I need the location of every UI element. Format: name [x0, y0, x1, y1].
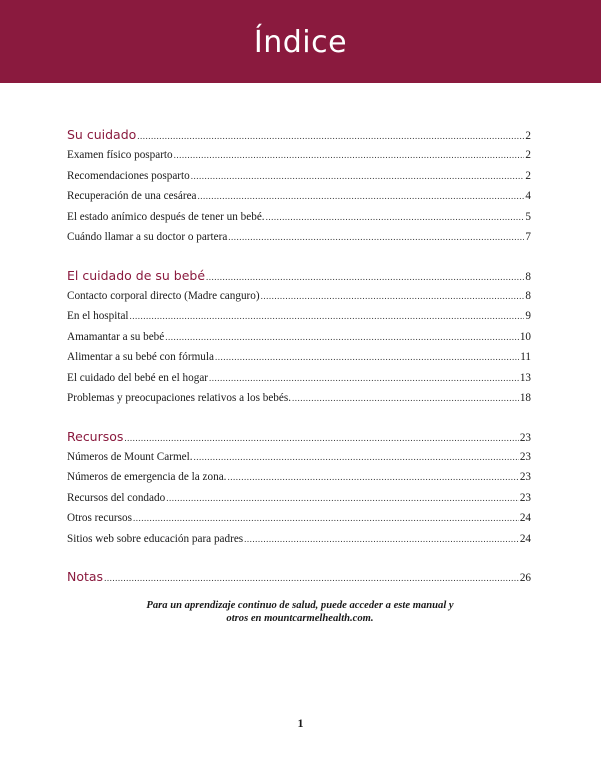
dot-leader: [292, 393, 519, 403]
page-ref: 2: [525, 149, 531, 161]
dot-leader: [104, 573, 519, 583]
toc-entry[interactable]: [67, 231, 531, 252]
entry-label: En el hospital: [67, 310, 129, 322]
dot-leader: [165, 332, 519, 342]
entry-label: Recuperación de una cesárea: [67, 190, 197, 202]
toc-entry[interactable]: [67, 372, 531, 393]
dot-leader: [228, 232, 524, 242]
page-ref: 24: [519, 532, 531, 545]
dot-leader: [133, 513, 519, 523]
entry-label: Recomendaciones posparto: [67, 169, 190, 182]
toc-section-heading[interactable]: [67, 127, 531, 149]
toc-entry[interactable]: [67, 471, 531, 492]
page-ref: 11: [520, 351, 531, 363]
dot-leader: [137, 131, 524, 141]
entry-label: El estado anímico después de tener un bebé.: [67, 210, 265, 223]
toc-section-notas: [67, 569, 531, 591]
toc-entry[interactable]: [67, 331, 531, 352]
section-title: Recursos: [67, 428, 124, 444]
entry-label: El cuidado del bebé en el hogar: [67, 371, 209, 384]
toc-entry[interactable]: [67, 190, 531, 211]
entry-label: Amamantar a su bebé: [67, 330, 165, 343]
toc-entry[interactable]: [67, 290, 531, 311]
entry-label: Recursos del condado: [67, 491, 166, 504]
entry-label: Cuándo llamar a su doctor o partera: [67, 231, 228, 243]
dot-leader: [191, 171, 525, 181]
dot-leader: [266, 212, 525, 222]
entry-label: Alimentar a su bebé con fórmula: [67, 351, 214, 363]
page-ref: 26: [519, 572, 531, 584]
dot-leader: [209, 373, 519, 383]
dot-leader: [215, 352, 519, 362]
dot-leader: [194, 452, 519, 462]
dot-leader: [130, 311, 525, 321]
section-title: Su cuidado: [67, 127, 137, 142]
page-title: Índice: [253, 25, 348, 60]
entry-label: Sitios web sobre educación para padres: [67, 532, 244, 545]
toc-entry[interactable]: [67, 149, 531, 170]
toc-entry[interactable]: [67, 512, 531, 533]
toc-section-heading[interactable]: [67, 268, 531, 290]
toc-entry[interactable]: [67, 351, 531, 372]
page-ref: 23: [519, 450, 531, 463]
page-ref: 10: [519, 330, 531, 343]
toc-section-heading[interactable]: [67, 569, 531, 591]
entry-label: Otros recursos: [67, 512, 132, 524]
dot-leader: [261, 291, 525, 301]
footer-note-line: otros en mountcarmelhealth.com.: [226, 613, 374, 624]
section-title: El cuidado de su bebé: [67, 267, 206, 283]
title-banner: [0, 0, 601, 83]
entry-label: Números de Mount Carmel.: [67, 450, 193, 463]
page-ref: 2: [525, 169, 531, 182]
toc-entry[interactable]: [67, 211, 531, 232]
page-ref: 2: [525, 130, 531, 142]
section-title: Notas: [67, 569, 104, 584]
entry-label: Examen físico posparto: [67, 149, 173, 161]
toc-section-su-cuidado: [67, 127, 531, 252]
page-ref: 13: [519, 371, 531, 384]
page-ref: 4: [525, 190, 531, 202]
dot-leader: [244, 534, 519, 544]
page-ref: 5: [525, 210, 531, 223]
toc-section-heading[interactable]: [67, 429, 531, 451]
dot-leader: [227, 472, 518, 482]
page-ref: 23: [519, 491, 531, 504]
page-ref: 18: [519, 392, 531, 404]
page-ref: 8: [525, 270, 531, 283]
dot-leader: [206, 272, 524, 282]
dot-leader: [174, 150, 525, 160]
toc-entry[interactable]: [67, 451, 531, 472]
entry-label: Números de emergencia de la zona.: [67, 471, 227, 483]
page-number: 1: [297, 716, 304, 730]
footer-note: [100, 599, 500, 625]
toc-entry[interactable]: [67, 392, 531, 413]
toc-section-recursos: [67, 429, 531, 554]
dot-leader: [124, 433, 518, 443]
toc-entry[interactable]: [67, 533, 531, 554]
table-of-contents: [67, 127, 531, 607]
entry-label: Contacto corporal directo (Madre canguro): [67, 289, 260, 302]
page-ref: 23: [519, 431, 531, 444]
page-ref: 24: [519, 512, 531, 524]
toc-section-cuidado-bebe: [67, 268, 531, 413]
entry-label: Problemas y preocupaciones relativos a los bebés.: [67, 392, 291, 404]
page-ref: 7: [525, 231, 531, 243]
footer-note-line: Para un aprendizaje continuo de salud, puede acceder a este manual y: [146, 600, 454, 611]
toc-entry[interactable]: [67, 310, 531, 331]
page-ref: 23: [519, 471, 531, 483]
page-ref: 8: [525, 289, 531, 302]
dot-leader: [166, 493, 519, 503]
toc-entry[interactable]: [67, 170, 531, 191]
toc-entry[interactable]: [67, 492, 531, 513]
dot-leader: [198, 191, 525, 201]
page-ref: 9: [525, 310, 531, 322]
